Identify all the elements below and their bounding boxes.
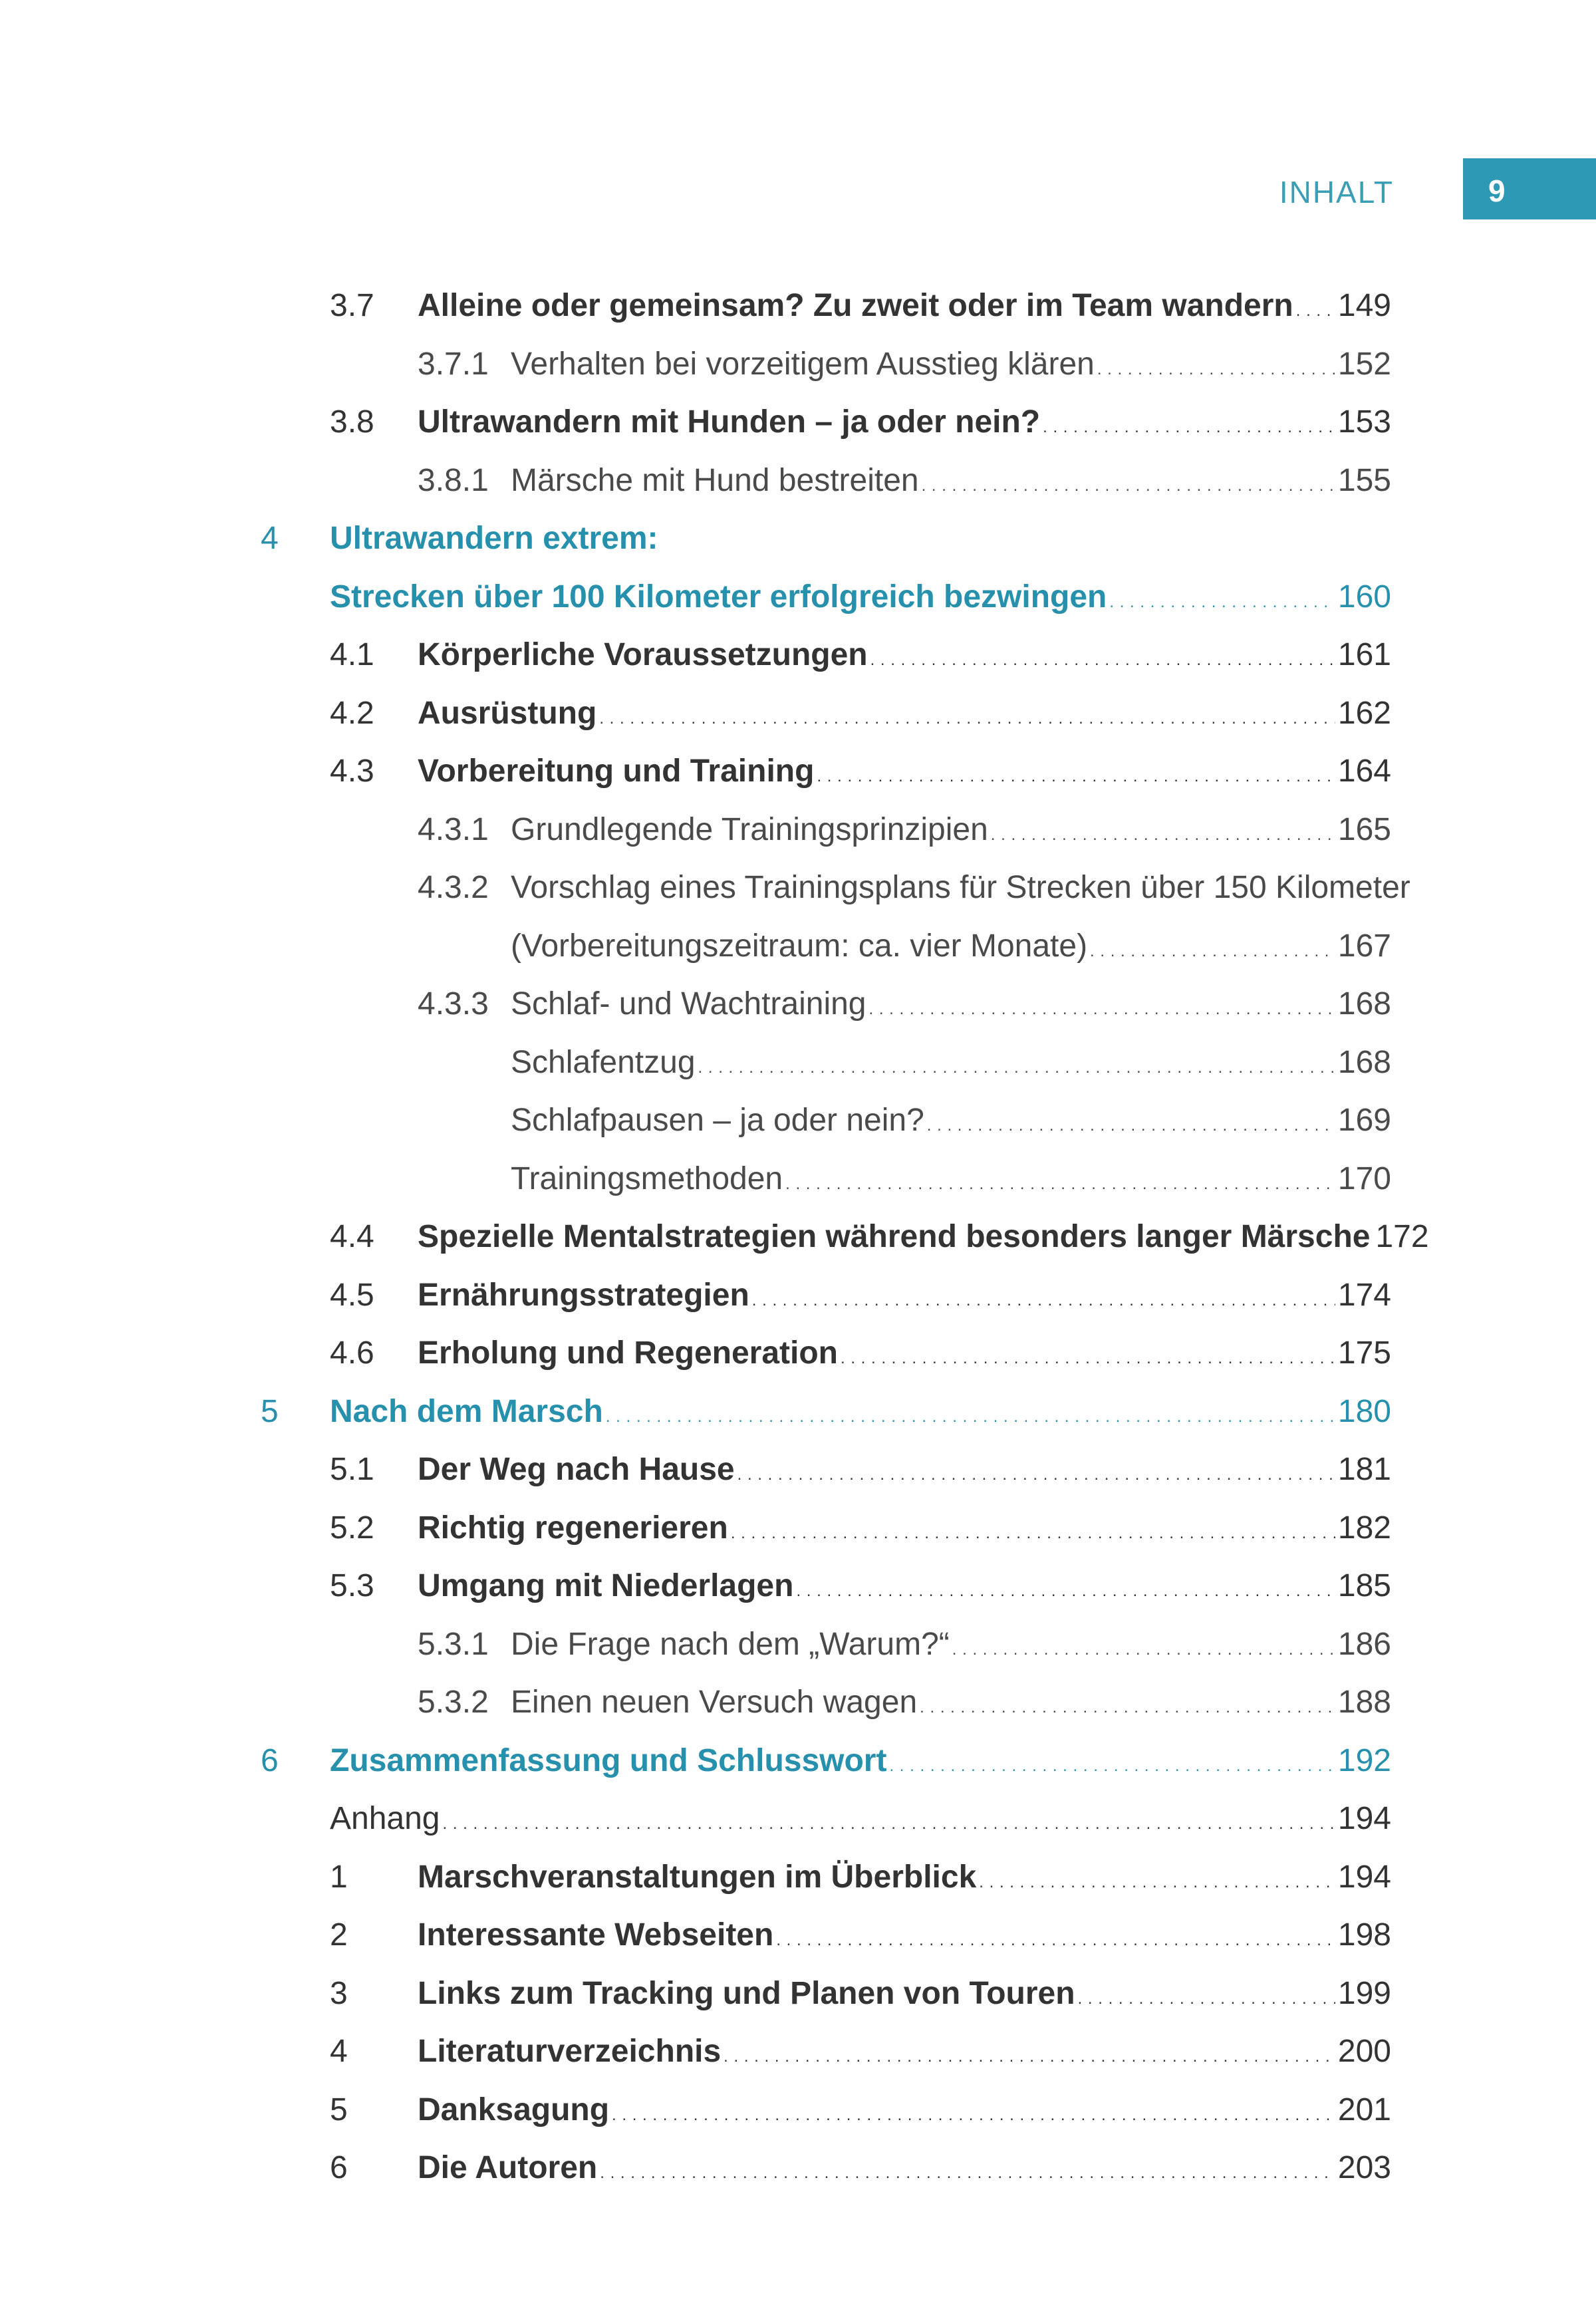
toc-entry-page: 160 [1337, 579, 1391, 614]
toc-entry [0, 978, 1596, 1031]
toc-entry-page: 167 [1337, 928, 1391, 964]
toc-entry-title: Vorbereitung und Training [418, 753, 815, 789]
page-number-tab [1463, 158, 1596, 219]
toc-leader-dots [927, 1094, 1335, 1153]
toc-leader-dots [737, 1443, 1335, 1502]
toc-entry-page: 201 [1337, 2092, 1391, 2127]
toc-entry-page: 194 [1337, 1801, 1391, 1836]
toc-entry [0, 1094, 1596, 1147]
toc-entry-page: 168 [1337, 1044, 1391, 1080]
toc-entry-page: 198 [1337, 1917, 1391, 1953]
toc-leader-dots [752, 1269, 1335, 1327]
toc-entry-title: Verhalten bei vorzeitigem Ausstieg klären [511, 346, 1095, 382]
toc-entry-number: 1 [330, 1859, 348, 1895]
toc-leader-dots [1043, 396, 1335, 454]
toc-entry [0, 1327, 1596, 1380]
toc-entry [0, 1676, 1596, 1729]
toc-entry-number: 3 [330, 1975, 348, 2011]
toc-entry-title: Schlaf- und Wachtraining [511, 986, 866, 1022]
toc-entry [0, 803, 1596, 857]
toc-entry-title: Ultrawandern extrem: [330, 521, 658, 556]
toc-entry-page: 192 [1337, 1742, 1391, 1778]
toc-entry-number: 3.7.1 [418, 346, 489, 382]
toc-entry-number: 4.3.3 [418, 986, 489, 1022]
toc-entry [0, 1036, 1596, 1089]
page-number: 9 [1488, 174, 1506, 208]
toc-entry-title: Körperliche Voraussetzungen [418, 637, 868, 672]
toc-entry-title: Strecken über 100 Kilometer erfolgreich bezwingen [330, 579, 1107, 614]
toc-entry [0, 1792, 1596, 1845]
toc-leader-dots [920, 1676, 1335, 1734]
toc-entry-page: 153 [1337, 404, 1391, 440]
toc-entry-title: Danksagung [418, 2092, 610, 2127]
toc-entry-title: Schlafpausen – ja oder nein? [511, 1103, 924, 1138]
toc-entry-page: 182 [1337, 1510, 1391, 1546]
toc-entry-title: Die Frage nach dem „Warum?“ [511, 1626, 950, 1662]
toc-entry [0, 1851, 1596, 1904]
toc-leader-dots [1090, 920, 1335, 978]
toc-entry-title: Ernährungsstrategien [418, 1277, 749, 1313]
toc-entry [0, 338, 1596, 391]
toc-entry [0, 1734, 1596, 1788]
toc-entry-page: 155 [1337, 462, 1391, 498]
toc-entry-number: 4 [261, 521, 279, 556]
toc-entry-page: 194 [1337, 1859, 1391, 1895]
toc-entry-number: 5 [330, 2092, 348, 2127]
toc-entry-number: 4.4 [330, 1219, 374, 1254]
toc-entry-page: 152 [1337, 346, 1391, 382]
toc-entry [0, 1269, 1596, 1322]
toc-entry-page: 200 [1337, 2034, 1391, 2069]
toc-leader-dots [606, 1385, 1335, 1444]
toc-entry-page: 164 [1337, 753, 1391, 789]
toc-entry [0, 920, 1596, 973]
toc-entry [0, 396, 1596, 449]
toc-entry-page: 181 [1337, 1452, 1391, 1487]
toc-leader-dots [952, 1618, 1335, 1677]
toc-entry-title: Richtig regenerieren [418, 1510, 728, 1546]
toc-leader-dots [698, 1036, 1335, 1095]
toc-entry [0, 2025, 1596, 2078]
toc-entry-number: 3.8 [330, 404, 374, 440]
toc-entry-title: Literaturverzeichnis [418, 2034, 722, 2069]
toc-leader-dots [443, 1792, 1335, 1851]
toc-leader-dots [796, 1560, 1335, 1618]
toc-entry-page: 174 [1337, 1277, 1391, 1313]
toc-leader-dots [979, 1851, 1335, 1909]
toc-entry-title: Spezielle Mentalstrategien während besonders langer Märsche [418, 1219, 1371, 1254]
toc-entry-title: Vorschlag eines Trainingsplans für Strecken über 150 Kilometer [511, 870, 1410, 905]
toc-entry [0, 2084, 1596, 2137]
toc-entry-number: 4.1 [330, 637, 374, 672]
toc-entry-title: Einen neuen Versuch wagen [511, 1685, 918, 1720]
toc-entry [0, 1909, 1596, 1962]
toc-leader-dots [776, 1909, 1335, 1967]
toc-entry-number: 5.3.1 [418, 1626, 489, 1662]
toc-entry-number: 5 [261, 1393, 279, 1429]
toc-entry-title: Trainingsmethoden [511, 1160, 783, 1196]
toc-entry [0, 279, 1596, 333]
toc-entry [0, 571, 1596, 624]
toc-entry [0, 687, 1596, 740]
toc-entry-page: 186 [1337, 1626, 1391, 1662]
toc-entry-page: 170 [1337, 1160, 1391, 1196]
toc-entry-title: Die Autoren [418, 2150, 598, 2185]
toc-entry-page: 149 [1337, 288, 1391, 323]
toc-leader-dots [869, 978, 1335, 1036]
toc-entry-title: Marschveranstaltungen im Überblick [418, 1859, 977, 1895]
toc-leader-dots [600, 2141, 1335, 2200]
toc-entry-page: 203 [1337, 2150, 1391, 2185]
toc-entry-number: 3.8.1 [418, 462, 489, 498]
toc-entry [0, 1385, 1596, 1438]
toc-entry-title: Alleine oder gemeinsam? Zu zweit oder im Team wandern [418, 288, 1293, 323]
toc-entry-title: Nach dem Marsch [330, 1393, 603, 1429]
toc-leader-dots [724, 2025, 1335, 2084]
toc-entry-title: Anhang [330, 1801, 440, 1836]
toc-entry-title: Links zum Tracking und Planen von Touren [418, 1975, 1075, 2011]
toc-entry [0, 1560, 1596, 1613]
toc-leader-dots [841, 1327, 1335, 1385]
toc-entry-title: (Vorbereitungszeitraum: ca. vier Monate) [511, 928, 1088, 964]
toc-entry-title: Zusammenfassung und Schlusswort [330, 1742, 887, 1778]
toc-entry-title: Grundlegende Trainingsprinzipien [511, 811, 988, 847]
toc-entry-title: Umgang mit Niederlagen [418, 1568, 794, 1603]
toc-entry [0, 861, 1596, 914]
toc-entry [0, 628, 1596, 682]
toc-entry-page: 162 [1337, 695, 1391, 731]
toc-leader-dots [922, 454, 1335, 513]
toc-entry-page: 172 [1375, 1219, 1429, 1254]
toc-entry-number: 6 [330, 2150, 348, 2185]
toc-leader-dots [612, 2084, 1335, 2142]
toc-entry-number: 4 [330, 2034, 348, 2069]
toc-entry-number: 6 [261, 1742, 279, 1778]
toc-entry-title: Der Weg nach Hause [418, 1452, 735, 1487]
toc-entry-page: 165 [1337, 811, 1391, 847]
toc-entry-number: 5.3.2 [418, 1685, 489, 1720]
toc-entry-number: 5.1 [330, 1452, 374, 1487]
toc-entry [0, 745, 1596, 798]
toc-leader-dots [785, 1153, 1335, 1211]
toc-entry-number: 4.3.2 [418, 870, 489, 905]
toc-entry-number: 4.6 [330, 1335, 374, 1371]
toc-entry [0, 1210, 1596, 1264]
toc-entry [0, 1443, 1596, 1496]
toc-entry-page: 180 [1337, 1393, 1391, 1429]
toc-entry-number: 4.5 [330, 1277, 374, 1313]
toc-entry-page: 185 [1337, 1568, 1391, 1603]
toc-entry [0, 1618, 1596, 1671]
toc-entry-number: 5.2 [330, 1510, 374, 1546]
toc-entry-title: Interessante Webseiten [418, 1917, 774, 1953]
toc-entry [0, 1153, 1596, 1206]
toc-entry [0, 454, 1596, 507]
section-label: INHALT [1279, 175, 1394, 209]
toc-entry [0, 2141, 1596, 2195]
toc-entry [0, 1502, 1596, 1555]
toc-leader-dots [991, 803, 1335, 862]
toc-entry [0, 512, 1596, 565]
toc-entry-number: 4.2 [330, 695, 374, 731]
toc-leader-dots [731, 1502, 1335, 1560]
toc-leader-dots [1097, 338, 1335, 396]
toc-entry-page: 188 [1337, 1685, 1391, 1720]
toc-entry-title: Schlafentzug [511, 1044, 696, 1080]
toc-entry-title: Märsche mit Hund bestreiten [511, 462, 919, 498]
toc-entry-number: 3.7 [330, 288, 374, 323]
toc-leader-dots [599, 687, 1335, 746]
toc-entry-title: Ausrüstung [418, 695, 597, 731]
toc-entry-page: 175 [1337, 1335, 1391, 1371]
toc-entry [0, 1967, 1596, 2020]
toc-entry-number: 5.3 [330, 1568, 374, 1603]
toc-leader-dots [1296, 279, 1335, 338]
toc-entry-page: 168 [1337, 986, 1391, 1022]
toc-entry-number: 2 [330, 1917, 348, 1953]
toc-leader-dots [889, 1734, 1335, 1793]
toc-entry-title: Erholung und Regeneration [418, 1335, 838, 1371]
toc-entry-page: 199 [1337, 1975, 1391, 2011]
toc-entry-number: 4.3 [330, 753, 374, 789]
toc-entry-title: Ultrawandern mit Hunden – ja oder nein? [418, 404, 1041, 440]
toc-leader-dots [1078, 1967, 1335, 2026]
toc-leader-dots [870, 628, 1335, 687]
toc-leader-dots [1109, 571, 1335, 629]
toc-entry-page: 161 [1337, 637, 1391, 672]
toc-entry-number: 4.3.1 [418, 811, 489, 847]
toc-leader-dots [817, 745, 1335, 803]
toc-entry-page: 169 [1337, 1103, 1391, 1138]
